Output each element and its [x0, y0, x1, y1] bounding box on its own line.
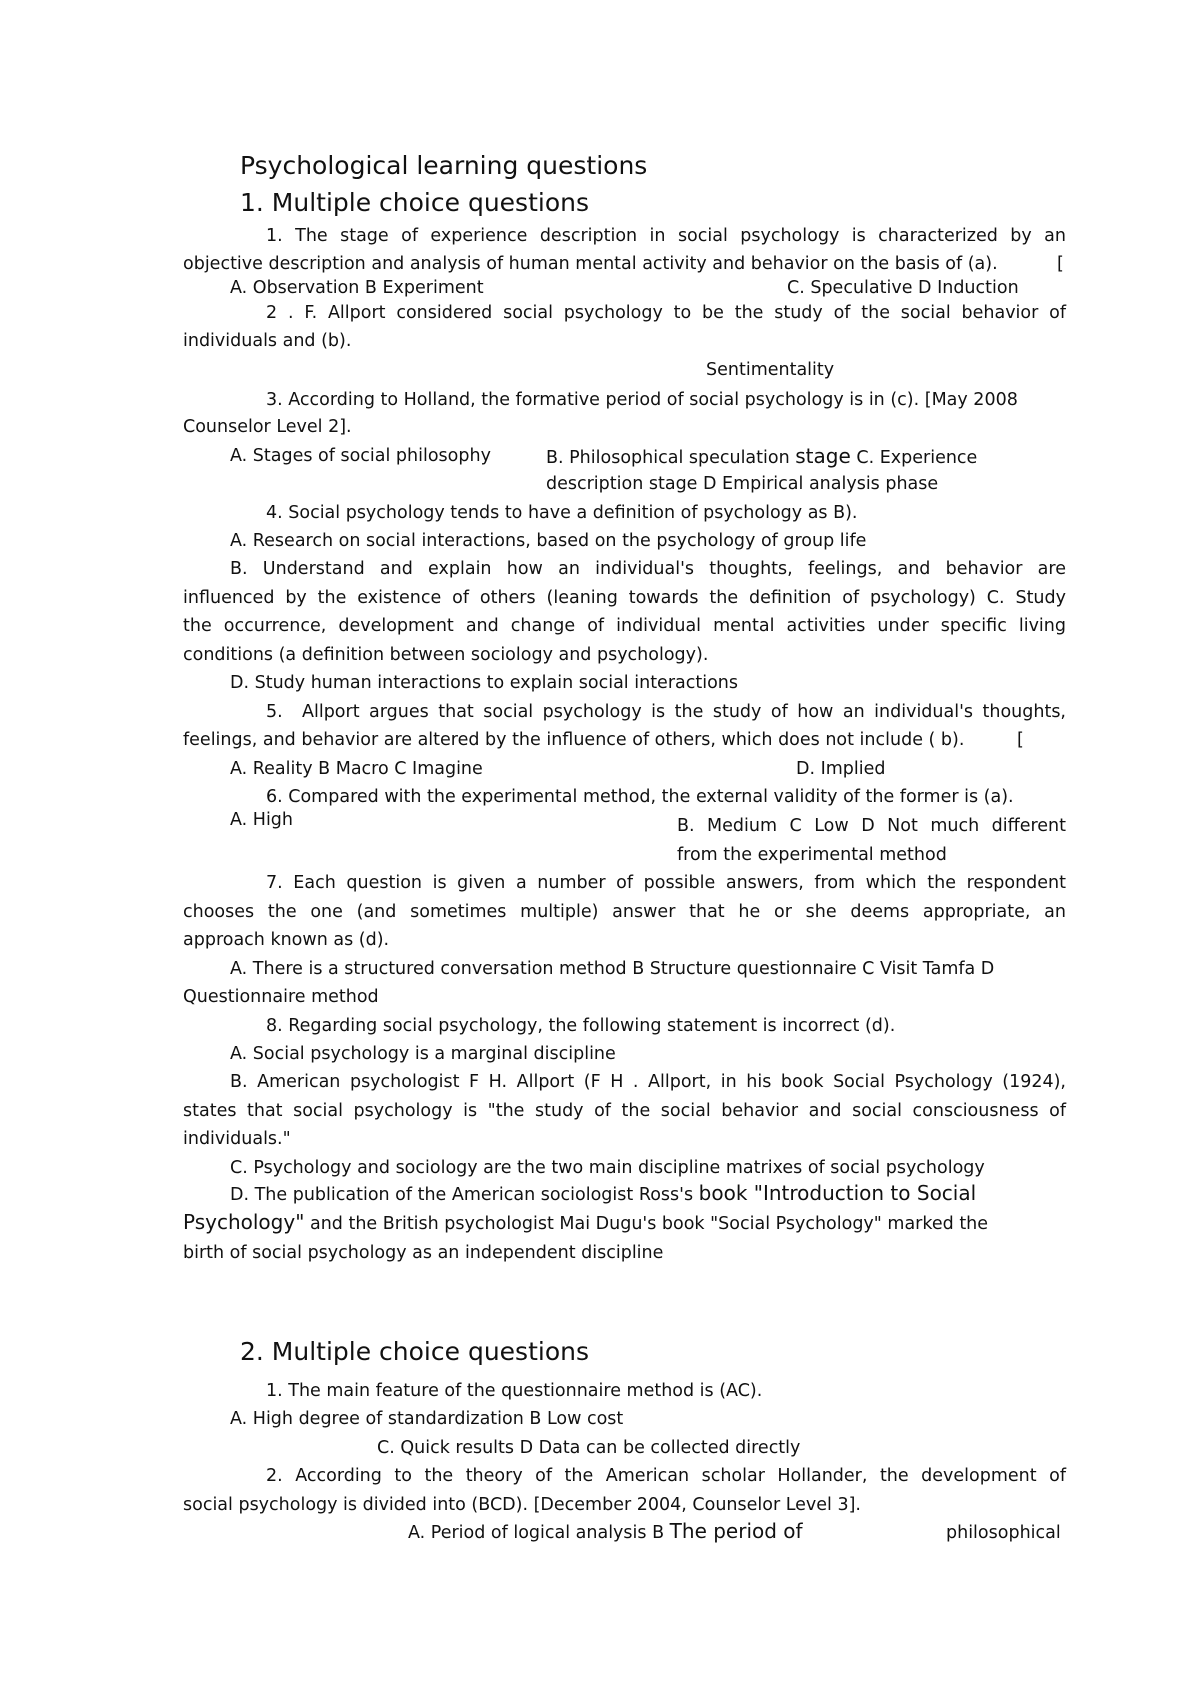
q1-option-cd: C. Speculative D Induction — [787, 278, 1019, 298]
q4-option-d: D. Study human interactions to explain social interactions — [230, 673, 738, 693]
q5-line-2: feelings, and behavior are altered by the influence of others, which does not include ( b). — [183, 730, 965, 750]
q6-option-a: A. High — [230, 810, 294, 830]
q8-option-d-book: book "Introduction to Social — [698, 1181, 977, 1205]
q3-line-1: 3. According to Holland, the formative period of social psychology is in (c). [May 2008 — [266, 390, 1018, 410]
section-heading-2: 2. Multiple choice questions — [240, 1337, 589, 1366]
q8-option-b-line-3: individuals." — [183, 1129, 291, 1149]
s2-q2-line-2: social psychology is divided into (BCD). [December 2004, Counselor Level 3]. — [183, 1495, 861, 1515]
q7-line-3: approach known as (d). — [183, 930, 390, 950]
s2-q2-option-a — [408, 1520, 803, 1544]
q3-option-cd: description stage D Empirical analysis phase — [546, 474, 939, 494]
q8-option-d-text: D. The publication of the American sociologist Ross's — [230, 1185, 694, 1205]
s2-q1-options-cd: C. Quick results D Data can be collected directly — [377, 1438, 801, 1458]
q3-option-b-stage: stage — [795, 444, 851, 468]
q7-options-line-2: Questionnaire method — [183, 987, 379, 1007]
q5-option-d: D. Implied — [796, 759, 886, 779]
s2-q2-line-1: 2. According to the theory of the American scholar Hollander, the development of — [266, 1466, 1066, 1486]
q5-options-abc: A. Reality B Macro C Imagine — [230, 759, 483, 779]
s2-q2-option-b-end: philosophical — [946, 1523, 1061, 1543]
q1-bracket: [ — [1057, 254, 1064, 274]
q6-line-1: 6. Compared with the experimental method, the external validity of the former is (a). — [266, 787, 1014, 807]
q3-line-2: Counselor Level 2]. — [183, 417, 352, 437]
q8-option-b-line-1: B. American psychologist F H. Allport (F H . Allport, in his book Social Psychology (1924), — [230, 1072, 1066, 1092]
q4-option-a: A. Research on social interactions, based on the psychology of group life — [230, 531, 867, 551]
q2-line-2: individuals and (b). — [183, 331, 352, 351]
s2-q1-options-ab: A. High degree of standardization B Low cost — [230, 1409, 624, 1429]
q4-option-c-line-1: the occurrence, development and change of individual mental activities under specific living — [183, 616, 1066, 636]
q4-option-b-line-1: B. Understand and explain how an individual's thoughts, feelings, and behavior are — [230, 559, 1066, 579]
q3-option-c-text: C. Experience — [856, 448, 978, 468]
q4-line-1: 4. Social psychology tends to have a definition of psychology as B). — [266, 503, 858, 523]
q8-option-c: C. Psychology and sociology are the two main discipline matrixes of social psychology — [230, 1158, 985, 1178]
q4-option-b-line-2: influenced by the existence of others (leaning towards the definition of psychology) C. Study — [183, 588, 1066, 608]
q8-option-d-line-2 — [183, 1211, 988, 1235]
q7-options-line-1: A. There is a structured conversation method B Structure questionnaire C Visit Tamfa D — [230, 959, 995, 979]
q5-bracket: [ — [1017, 730, 1024, 750]
q6-option-b-line-1: B. Medium C Low D Not much different — [677, 816, 1066, 836]
q1-line-1: 1. The stage of experience description in social psychology is characterized by an — [266, 226, 1066, 246]
q1-option-ab: A. Observation B Experiment — [230, 278, 484, 298]
q2-line-3: Sentimentality — [706, 360, 835, 380]
q7-line-1: 7. Each question is given a number of possible answers, from which the respondent — [266, 873, 1066, 893]
q3-option-a: A. Stages of social philosophy — [230, 446, 491, 466]
q8-option-d-text-2: and the British psychologist Mai Dugu's book "Social Psychology" marked the — [309, 1214, 989, 1234]
q8-line-1: 8. Regarding social psychology, the following statement is incorrect (d). — [266, 1016, 896, 1036]
q5-number: 5. — [266, 702, 283, 722]
q8-option-d-psychology: Psychology" — [183, 1210, 305, 1234]
s2-q2-option-b-text: The period of — [669, 1519, 803, 1543]
q3-option-b-text: B. Philosophical speculation — [546, 448, 790, 468]
q8-option-a: A. Social psychology is a marginal discipline — [230, 1044, 616, 1064]
q5-line-1: Allport argues that social psychology is the study of how an individual's thoughts, — [302, 702, 1066, 722]
q7-line-2: chooses the one (and sometimes multiple) answer that he or she deems appropriate, an — [183, 902, 1066, 922]
q2-line-1: 2 . F. Allport considered social psychology to be the study of the social behavior of — [266, 303, 1066, 323]
s2-q1-line-1: 1. The main feature of the questionnaire method is (AC). — [266, 1381, 763, 1401]
q4-option-c-line-2: conditions (a definition between sociology and psychology). — [183, 645, 709, 665]
section-heading-1: 1. Multiple choice questions — [240, 188, 589, 217]
q6-option-b-line-2: from the experimental method — [677, 845, 947, 865]
q8-option-d-line-3: birth of social psychology as an independent discipline — [183, 1243, 664, 1263]
s2-q2-option-a-text: A. Period of logical analysis B — [408, 1523, 665, 1543]
q8-option-d-line-1 — [230, 1182, 976, 1206]
document-title: Psychological learning questions — [240, 151, 648, 180]
q8-option-b-line-2: states that social psychology is "the study of the social behavior and social consciousness of — [183, 1101, 1066, 1121]
q3-option-b — [546, 445, 977, 469]
q1-line-2: objective description and analysis of human mental activity and behavior on the basis of (a). — [183, 254, 998, 274]
